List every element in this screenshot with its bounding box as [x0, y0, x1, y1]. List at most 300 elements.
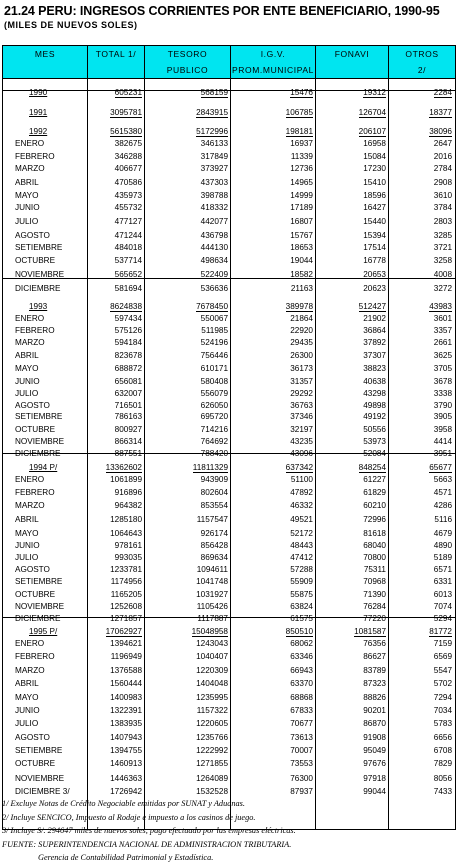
value-cell: 524196 — [200, 338, 228, 347]
table-row — [3, 388, 455, 399]
period-cell: SETIEMBRE — [15, 577, 63, 586]
value-cell: 764692 — [200, 437, 228, 446]
period-cell: ENERO — [15, 639, 45, 648]
value-cell: 11811329 — [192, 463, 228, 472]
value-cell: 5172996 — [196, 127, 228, 136]
value-cell: 38096 — [429, 127, 452, 136]
value-cell: 29292 — [290, 389, 313, 398]
value-cell: 580408 — [200, 377, 228, 386]
value-cell: 943909 — [200, 475, 228, 484]
value-cell: 1404048 — [196, 679, 228, 688]
value-cell: 605231 — [114, 88, 142, 97]
period-cell: 1993 — [29, 302, 48, 311]
value-cell: 7433 — [433, 787, 452, 796]
value-cell: 15048958 — [191, 627, 228, 636]
value-cell: 36763 — [290, 401, 313, 410]
value-cell: 19312 — [363, 88, 386, 97]
value-cell: 1220605 — [196, 719, 228, 728]
value-cell: 1264089 — [196, 774, 228, 783]
value-cell: 1322391 — [110, 706, 142, 715]
value-cell: 786163 — [114, 412, 142, 421]
value-cell: 16937 — [290, 139, 313, 148]
value-cell: 4571 — [433, 488, 452, 497]
table-row — [3, 177, 455, 188]
year-total-row — [3, 87, 455, 98]
value-cell: 398788 — [200, 191, 228, 200]
value-cell: 91908 — [363, 733, 386, 742]
value-cell: 40638 — [363, 377, 386, 386]
value-cell: 442077 — [200, 217, 228, 226]
value-cell: 2016 — [433, 152, 452, 161]
period-cell: AGOSTO — [15, 733, 50, 742]
value-cell: 11339 — [290, 152, 313, 161]
value-cell: 15394 — [363, 231, 386, 240]
value-cell: 3678 — [433, 377, 452, 386]
value-cell: 1394621 — [110, 639, 142, 648]
value-cell: 70677 — [290, 719, 313, 728]
value-cell: 1560444 — [110, 679, 142, 688]
value-cell: 3625 — [433, 351, 452, 360]
value-cell: 47892 — [290, 488, 313, 497]
value-cell: 1376588 — [110, 666, 142, 675]
value-cell: 32197 — [290, 425, 313, 434]
value-cell: 537714 — [114, 256, 142, 265]
value-cell: 20653 — [363, 270, 386, 279]
value-cell: 1222992 — [196, 746, 228, 755]
footnotes — [2, 797, 296, 865]
period-cell: DICIEMBRE — [15, 284, 61, 293]
table-row — [3, 363, 455, 374]
value-cell: 21902 — [363, 314, 386, 323]
year-total-row — [3, 126, 455, 137]
value-cell: 1243043 — [196, 639, 228, 648]
value-cell: 4286 — [433, 501, 452, 510]
value-cell: 3705 — [433, 364, 452, 373]
value-cell: 2784 — [433, 164, 452, 173]
value-cell: 17062927 — [105, 627, 142, 636]
value-cell: 29435 — [290, 338, 313, 347]
year-total-row — [3, 301, 455, 312]
value-cell: 43235 — [290, 437, 313, 446]
value-cell: 75311 — [363, 565, 386, 574]
value-cell: 52084 — [363, 449, 386, 458]
value-cell: 1233781 — [110, 565, 142, 574]
value-cell: 373927 — [200, 164, 228, 173]
table-row — [3, 411, 455, 422]
value-cell: 61227 — [363, 475, 386, 484]
period-cell: 1991 — [29, 108, 48, 117]
value-cell: 52172 — [290, 529, 313, 538]
value-cell: 3951 — [433, 449, 452, 458]
value-cell: 3721 — [433, 243, 452, 252]
value-cell: 5547 — [433, 666, 452, 675]
value-cell: 3790 — [433, 401, 452, 410]
value-cell: 1061899 — [110, 475, 142, 484]
value-cell: 869634 — [200, 553, 228, 562]
value-cell: 46332 — [290, 501, 313, 510]
period-cell: ABRIL — [15, 679, 39, 688]
value-cell: 477127 — [114, 217, 142, 226]
value-cell: 993035 — [114, 553, 142, 562]
period-cell: JUNIO — [15, 377, 40, 386]
value-cell: 800927 — [114, 425, 142, 434]
period-cell: DICIEMBRE — [15, 449, 61, 458]
value-cell: 887551 — [114, 449, 142, 458]
value-cell: 2647 — [433, 139, 452, 148]
value-cell: 53973 — [363, 437, 386, 446]
footnote-2: 2/ Incluye SENCICO, Impuesto al Rodaje e impuesto a los casinos de juego. — [2, 812, 256, 822]
value-cell: 3357 — [433, 326, 452, 335]
period-cell: 1990 — [29, 88, 48, 97]
value-cell: 484018 — [114, 243, 142, 252]
value-cell: 688872 — [114, 364, 142, 373]
value-cell: 71390 — [363, 590, 386, 599]
value-cell: 1041748 — [196, 577, 228, 586]
value-cell: 1064643 — [110, 529, 142, 538]
value-cell: 568159 — [200, 88, 228, 97]
value-cell: 1460913 — [110, 759, 142, 768]
value-cell: 1220309 — [196, 666, 228, 675]
value-cell: 37346 — [290, 412, 313, 421]
value-cell: 57288 — [290, 565, 313, 574]
source-note-detail: Gerencia de Contabilidad Patrimonial y Estadística. — [38, 853, 214, 862]
value-cell: 5615380 — [110, 127, 142, 136]
period-cell: JULIO — [15, 719, 39, 728]
period-cell: FEBRERO — [15, 152, 55, 161]
value-cell: 2803 — [433, 217, 452, 226]
table-row — [3, 564, 455, 575]
value-cell: 17189 — [290, 203, 313, 212]
value-cell: 87937 — [290, 787, 313, 796]
value-cell: 2843915 — [196, 108, 228, 117]
table-row — [3, 718, 455, 729]
value-cell: 317849 — [200, 152, 228, 161]
period-cell: MAYO — [15, 529, 39, 538]
period-cell: MAYO — [15, 191, 39, 200]
table-row — [3, 376, 455, 387]
value-cell: 7034 — [433, 706, 452, 715]
value-cell: 656081 — [114, 377, 142, 386]
table-row — [3, 436, 455, 447]
value-cell: 81618 — [363, 529, 386, 538]
value-cell: 70800 — [363, 553, 386, 562]
value-cell: 637342 — [285, 463, 313, 472]
value-cell: 15767 — [290, 231, 313, 240]
table-title: 21.24 PERU: INGRESOS CORRIENTES POR ENTE BENEFICIARIO, 1990-95 — [4, 4, 440, 18]
value-cell: 88826 — [363, 693, 386, 702]
value-cell: 597434 — [114, 314, 142, 323]
header-tesoro: TESORO PUBLICO — [145, 46, 231, 78]
value-cell: 5702 — [433, 679, 452, 688]
value-cell: 14999 — [290, 191, 313, 200]
table-row — [3, 230, 455, 241]
table-row — [3, 540, 455, 551]
period-cell: MARZO — [15, 501, 45, 510]
value-cell: 1446363 — [110, 774, 142, 783]
table-row — [3, 692, 455, 703]
value-cell: 7678450 — [196, 302, 228, 311]
value-cell: 20623 — [363, 284, 386, 293]
value-cell: 37307 — [363, 351, 386, 360]
value-cell: 556079 — [200, 389, 228, 398]
value-cell: 60210 — [363, 501, 386, 510]
value-cell: 1165205 — [110, 590, 142, 599]
value-cell: 43096 — [290, 449, 313, 458]
value-cell: 3610 — [433, 191, 452, 200]
value-cell: 3958 — [433, 425, 452, 434]
value-cell: 856428 — [200, 541, 228, 550]
value-cell: 51100 — [290, 475, 313, 484]
value-cell: 1196949 — [110, 652, 142, 661]
value-cell: 18653 — [290, 243, 313, 252]
source-note: FUENTE: SUPERINTENDENCIA NACIONAL DE ADMINISTRACION TRIBUTARIA. — [2, 839, 292, 849]
period-cell: ENERO — [15, 475, 45, 484]
value-cell: 73553 — [290, 759, 313, 768]
value-cell: 8624838 — [110, 302, 142, 311]
value-cell: 756446 — [200, 351, 228, 360]
value-cell: 1157322 — [196, 706, 228, 715]
value-cell: 455732 — [114, 203, 142, 212]
value-cell: 3905 — [433, 412, 452, 421]
period-cell: SETIEMBRE — [15, 243, 63, 252]
value-cell: 49898 — [363, 401, 386, 410]
table-row — [3, 705, 455, 716]
value-cell: 77220 — [363, 614, 386, 623]
table-row — [3, 500, 455, 511]
value-cell: 106785 — [285, 108, 313, 117]
period-cell: SETIEMBRE — [15, 412, 63, 421]
value-cell: 3338 — [433, 389, 452, 398]
value-cell: 1532528 — [196, 787, 228, 796]
value-cell: 14965 — [290, 178, 313, 187]
value-cell: 1117887 — [197, 614, 228, 623]
value-cell: 3258 — [433, 256, 452, 265]
footnote-1: 1/ Excluye Notas de Crédito Negociable emitidas por SUNAT y Aduanas. — [2, 799, 245, 808]
value-cell: 4890 — [433, 541, 452, 550]
value-cell: 964382 — [114, 501, 142, 510]
value-cell: 16958 — [363, 139, 386, 148]
table-row — [3, 528, 455, 539]
value-cell: 346133 — [200, 139, 228, 148]
value-cell: 3601 — [433, 314, 452, 323]
header-otros: OTROS 2/ — [405, 49, 439, 75]
period-cell: OCTUBRE — [15, 590, 56, 599]
value-cell: 1105426 — [196, 602, 228, 611]
value-cell: 511985 — [201, 326, 228, 335]
period-cell: DICIEMBRE — [15, 614, 61, 623]
value-cell: 3285 — [433, 231, 452, 240]
value-cell: 788420 — [200, 449, 228, 458]
value-cell: 87323 — [363, 679, 386, 688]
value-cell: 1235766 — [196, 733, 228, 742]
table-row — [3, 589, 455, 600]
period-cell: OCTUBRE — [15, 425, 56, 434]
table-row — [3, 487, 455, 498]
value-cell: 3784 — [433, 203, 452, 212]
period-cell: NOVIEMBRE — [15, 437, 65, 446]
value-cell: 522409 — [200, 270, 228, 279]
table-row — [3, 651, 455, 662]
value-cell: 594184 — [114, 338, 142, 347]
value-cell: 7159 — [433, 639, 452, 648]
period-cell: FEBRERO — [15, 326, 55, 335]
value-cell: 63346 — [290, 652, 313, 661]
value-cell: 55909 — [290, 577, 313, 586]
value-cell: 978161 — [114, 541, 142, 550]
period-cell: ABRIL — [15, 515, 39, 524]
value-cell: 1400983 — [110, 693, 142, 702]
value-cell: 4414 — [433, 437, 452, 446]
period-cell: 1992 — [29, 127, 48, 136]
table-row — [3, 424, 455, 435]
value-cell: 823678 — [114, 351, 142, 360]
value-cell: 15476 — [290, 88, 313, 97]
value-cell: 1235995 — [196, 693, 228, 702]
value-cell: 435973 — [114, 191, 142, 200]
value-cell: 49521 — [290, 515, 313, 524]
value-cell: 1157547 — [196, 515, 228, 524]
value-cell: 512427 — [358, 302, 386, 311]
value-cell: 47412 — [290, 553, 313, 562]
period-cell: JULIO — [15, 553, 39, 562]
table-row — [3, 202, 455, 213]
value-cell: 67833 — [290, 706, 313, 715]
period-cell: AGOSTO — [15, 565, 50, 574]
value-cell: 437303 — [200, 178, 228, 187]
value-cell: 1394755 — [110, 746, 142, 755]
value-cell: 6331 — [433, 577, 452, 586]
value-cell: 1271857 — [110, 614, 142, 623]
footnote-3: 3/ Incluye S/. 294647 miles de nuevos soles, pago efectuado por las empresas eléctricas. — [2, 826, 296, 835]
value-cell: 21163 — [290, 284, 313, 293]
value-cell: 90201 — [363, 706, 386, 715]
value-cell: 16778 — [363, 256, 386, 265]
value-cell: 470586 — [114, 178, 142, 187]
value-cell: 17514 — [363, 243, 386, 252]
value-cell: 15084 — [363, 152, 386, 161]
period-cell: JUNIO — [15, 706, 40, 715]
value-cell: 389978 — [285, 302, 313, 311]
value-cell: 7829 — [433, 759, 452, 768]
value-cell: 5663 — [433, 475, 452, 484]
table-row — [3, 138, 455, 149]
table-row — [3, 665, 455, 676]
value-cell: 848254 — [358, 463, 386, 472]
period-cell: NOVIEMBRE — [15, 602, 65, 611]
year-total-row — [3, 107, 455, 118]
value-cell: 17230 — [363, 164, 386, 173]
value-cell: 16807 — [290, 217, 313, 226]
table-row — [3, 283, 455, 294]
value-cell: 43983 — [429, 302, 452, 311]
period-cell: NOVIEMBRE — [15, 270, 65, 279]
value-cell: 916896 — [114, 488, 142, 497]
table-row — [3, 601, 455, 612]
value-cell: 926174 — [200, 529, 228, 538]
value-cell: 126704 — [358, 108, 386, 117]
value-cell: 714216 — [200, 425, 228, 434]
table-row — [3, 325, 455, 336]
value-cell: 3272 — [433, 284, 452, 293]
value-cell: 97676 — [363, 759, 386, 768]
table-row — [3, 678, 455, 689]
period-cell: ABRIL — [15, 178, 39, 187]
value-cell: 1252608 — [110, 602, 142, 611]
period-cell: AGOSTO — [15, 231, 50, 240]
header-total: TOTAL 1/ — [88, 46, 145, 78]
value-cell: 8056 — [433, 774, 452, 783]
table-subtitle: (MILES DE NUEVOS SOLES) — [4, 20, 138, 30]
period-cell: JULIO — [15, 217, 39, 226]
value-cell: 49192 — [363, 412, 386, 421]
value-cell: 66943 — [290, 666, 313, 675]
value-cell: 38823 — [363, 364, 386, 373]
value-cell: 610171 — [200, 364, 228, 373]
value-cell: 850510 — [285, 627, 313, 636]
value-cell: 382675 — [114, 139, 142, 148]
period-cell: FEBRERO — [15, 488, 55, 497]
table-row — [3, 400, 455, 411]
value-cell: 5116 — [434, 515, 452, 524]
value-cell: 61829 — [363, 488, 386, 497]
table-row — [3, 552, 455, 563]
table-body — [3, 79, 455, 829]
value-cell: 444130 — [200, 243, 228, 252]
value-cell: 471244 — [114, 231, 142, 240]
value-cell: 581694 — [114, 284, 142, 293]
value-cell: 1726942 — [110, 787, 142, 796]
value-cell: 36173 — [290, 364, 313, 373]
table-row — [3, 163, 455, 174]
value-cell: 81772 — [429, 627, 452, 636]
period-cell: MARZO — [15, 338, 45, 347]
value-cell: 95049 — [363, 746, 386, 755]
value-cell: 1174956 — [110, 577, 142, 586]
value-cell: 16427 — [363, 203, 386, 212]
value-cell: 2908 — [433, 178, 452, 187]
value-cell: 3095781 — [110, 108, 142, 117]
period-cell: DICIEMBRE 3/ — [15, 787, 70, 796]
table-row — [3, 514, 455, 525]
table-row — [3, 786, 455, 797]
value-cell: 6571 — [433, 565, 452, 574]
value-cell: 5294 — [433, 614, 452, 623]
value-cell: 1031927 — [196, 590, 228, 599]
header-mes: MES — [3, 46, 88, 78]
period-cell: 1995 P/ — [29, 627, 58, 636]
value-cell: 19044 — [290, 256, 313, 265]
value-cell: 15440 — [363, 217, 386, 226]
period-cell: JULIO — [15, 389, 39, 398]
table-row — [3, 190, 455, 201]
value-cell: 6708 — [433, 746, 452, 755]
value-cell: 346288 — [114, 152, 142, 161]
period-cell: SETIEMBRE — [15, 746, 63, 755]
period-cell: JUNIO — [15, 541, 40, 550]
value-cell: 550067 — [200, 314, 228, 323]
period-cell: ENERO — [15, 314, 45, 323]
table-row — [3, 350, 455, 361]
value-cell: 406677 — [114, 164, 142, 173]
table-row — [3, 732, 455, 743]
value-cell: 73613 — [290, 733, 313, 742]
value-cell: 68062 — [290, 639, 313, 648]
value-cell: 436798 — [200, 231, 228, 240]
value-cell: 198181 — [285, 127, 313, 136]
value-cell: 99044 — [363, 787, 386, 796]
value-cell: 565652 — [114, 270, 142, 279]
value-cell: 55875 — [290, 590, 313, 599]
